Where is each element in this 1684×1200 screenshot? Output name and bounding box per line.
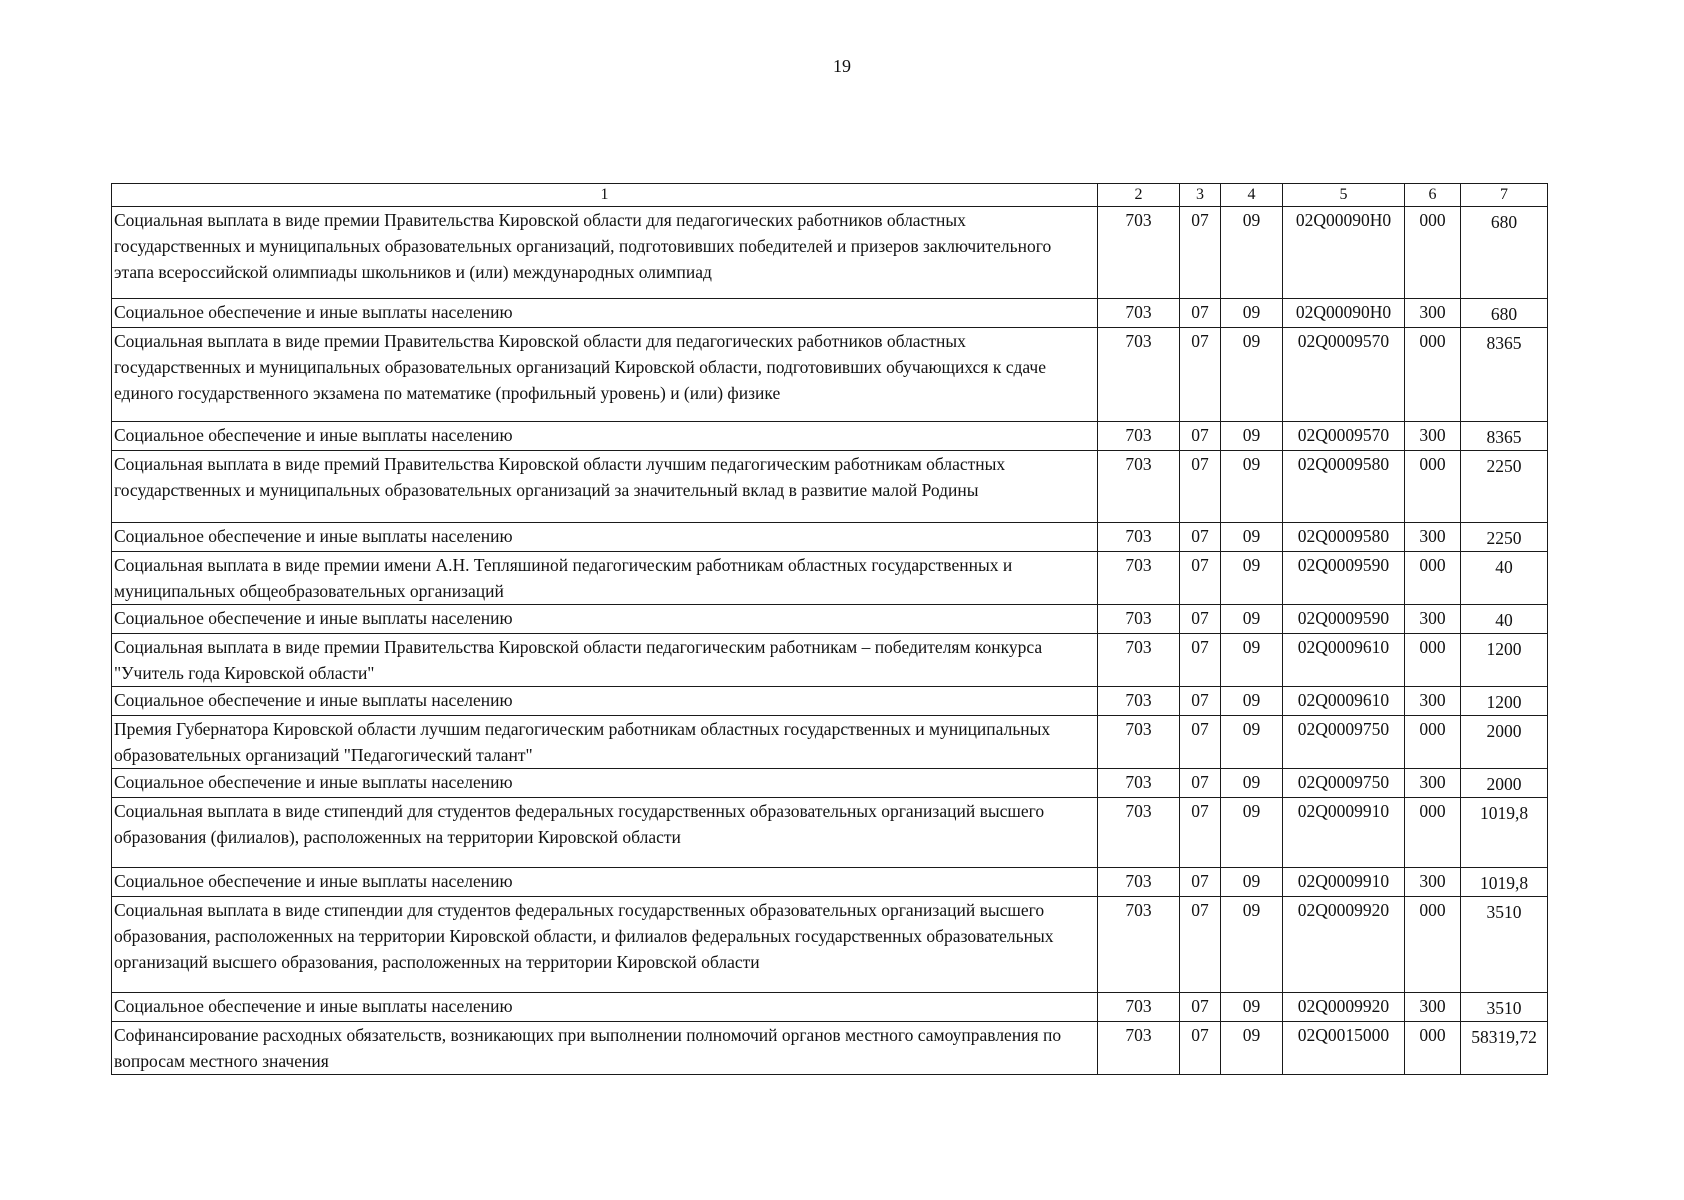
row-description: Софинансирование расходных обязательств, возникающих при выполнении полномочий органов местного самоуправления по вопросам местного значения bbox=[112, 1022, 1098, 1075]
section-code: 07 bbox=[1180, 605, 1221, 634]
target-article-code: 02Q0009750 bbox=[1283, 716, 1405, 769]
amount-value: 680 bbox=[1461, 207, 1548, 299]
expense-type-code: 000 bbox=[1405, 328, 1461, 422]
subsection-code: 09 bbox=[1221, 451, 1283, 523]
table-row bbox=[112, 328, 1548, 422]
row-description: Социальное обеспечение и иные выплаты населению bbox=[112, 422, 1098, 451]
amount-value: 2000 bbox=[1461, 716, 1548, 769]
amount-value: 8365 bbox=[1461, 422, 1548, 451]
row-description: Социальная выплата в виде премии имени А.Н. Тепляшиной педагогическим работникам областных государственных и муниципальных общеобразовательных организаций bbox=[112, 552, 1098, 605]
row-description: Социальная выплата в виде стипендии для студентов федеральных государственных образовательных организаций высшего образования, расположенных на территории Кировской области, и филиалов федеральных государственных образовательных организаций высшего образования, расположенных на территории Кировской области bbox=[112, 897, 1098, 993]
subsection-code: 09 bbox=[1221, 1022, 1283, 1075]
subsection-code: 09 bbox=[1221, 552, 1283, 605]
table-row bbox=[112, 299, 1548, 328]
row-description: Социальное обеспечение и иные выплаты населению bbox=[112, 523, 1098, 552]
expense-type-code: 000 bbox=[1405, 552, 1461, 605]
table-row bbox=[112, 868, 1548, 897]
table-row bbox=[112, 993, 1548, 1022]
section-code: 07 bbox=[1180, 687, 1221, 716]
amount-value: 8365 bbox=[1461, 328, 1548, 422]
target-article-code: 02Q0009570 bbox=[1283, 422, 1405, 451]
ministry-code: 703 bbox=[1098, 605, 1180, 634]
column-header: 1 bbox=[112, 184, 1098, 207]
amount-value: 2250 bbox=[1461, 451, 1548, 523]
subsection-code: 09 bbox=[1221, 868, 1283, 897]
table-row bbox=[112, 422, 1548, 451]
target-article-code: 02Q0009910 bbox=[1283, 868, 1405, 897]
section-code: 07 bbox=[1180, 451, 1221, 523]
ministry-code: 703 bbox=[1098, 798, 1180, 868]
section-code: 07 bbox=[1180, 868, 1221, 897]
amount-value: 3510 bbox=[1461, 897, 1548, 993]
column-header: 6 bbox=[1405, 184, 1461, 207]
table-row bbox=[112, 798, 1548, 868]
subsection-code: 09 bbox=[1221, 523, 1283, 552]
row-description: Социальное обеспечение и иные выплаты населению bbox=[112, 299, 1098, 328]
section-code: 07 bbox=[1180, 716, 1221, 769]
amount-value: 40 bbox=[1461, 605, 1548, 634]
ministry-code: 703 bbox=[1098, 993, 1180, 1022]
expense-type-code: 000 bbox=[1405, 798, 1461, 868]
ministry-code: 703 bbox=[1098, 207, 1180, 299]
amount-value: 1200 bbox=[1461, 687, 1548, 716]
subsection-code: 09 bbox=[1221, 798, 1283, 868]
section-code: 07 bbox=[1180, 897, 1221, 993]
subsection-code: 09 bbox=[1221, 769, 1283, 798]
row-description: Социальная выплата в виде премий Правительства Кировской области лучшим педагогическим работникам областных государственных и муниципальных образовательных организаций за значительный вклад в развитие малой Родины bbox=[112, 451, 1098, 523]
table-row bbox=[112, 687, 1548, 716]
row-description: Социальная выплата в виде премии Правительства Кировской области для педагогических работников областных государственных и муниципальных образовательных организаций, подготовивших победителей и призеров заключительного этапа всероссийской олимпиады школьников и (или) международных олимпиад bbox=[112, 207, 1098, 299]
target-article-code: 02Q0009590 bbox=[1283, 605, 1405, 634]
subsection-code: 09 bbox=[1221, 634, 1283, 687]
ministry-code: 703 bbox=[1098, 687, 1180, 716]
ministry-code: 703 bbox=[1098, 451, 1180, 523]
column-header: 3 bbox=[1180, 184, 1221, 207]
section-code: 07 bbox=[1180, 328, 1221, 422]
section-code: 07 bbox=[1180, 523, 1221, 552]
amount-value: 1200 bbox=[1461, 634, 1548, 687]
section-code: 07 bbox=[1180, 299, 1221, 328]
target-article-code: 02Q0009750 bbox=[1283, 769, 1405, 798]
subsection-code: 09 bbox=[1221, 605, 1283, 634]
table-body bbox=[112, 207, 1548, 1075]
section-code: 07 bbox=[1180, 1022, 1221, 1075]
amount-value: 1019,8 bbox=[1461, 798, 1548, 868]
section-code: 07 bbox=[1180, 769, 1221, 798]
amount-value: 58319,72 bbox=[1461, 1022, 1548, 1075]
ministry-code: 703 bbox=[1098, 716, 1180, 769]
expense-type-code: 300 bbox=[1405, 422, 1461, 451]
expense-type-code: 000 bbox=[1405, 716, 1461, 769]
expense-type-code: 000 bbox=[1405, 451, 1461, 523]
amount-value: 2000 bbox=[1461, 769, 1548, 798]
subsection-code: 09 bbox=[1221, 422, 1283, 451]
target-article-code: 02Q0009920 bbox=[1283, 993, 1405, 1022]
section-code: 07 bbox=[1180, 422, 1221, 451]
ministry-code: 703 bbox=[1098, 552, 1180, 605]
ministry-code: 703 bbox=[1098, 868, 1180, 897]
section-code: 07 bbox=[1180, 993, 1221, 1022]
amount-value: 2250 bbox=[1461, 523, 1548, 552]
ministry-code: 703 bbox=[1098, 897, 1180, 993]
target-article-code: 02Q0009910 bbox=[1283, 798, 1405, 868]
subsection-code: 09 bbox=[1221, 993, 1283, 1022]
table-row bbox=[112, 1022, 1548, 1075]
ministry-code: 703 bbox=[1098, 422, 1180, 451]
subsection-code: 09 bbox=[1221, 716, 1283, 769]
subsection-code: 09 bbox=[1221, 299, 1283, 328]
subsection-code: 09 bbox=[1221, 687, 1283, 716]
ministry-code: 703 bbox=[1098, 769, 1180, 798]
target-article-code: 02Q0009590 bbox=[1283, 552, 1405, 605]
column-header: 5 bbox=[1283, 184, 1405, 207]
subsection-code: 09 bbox=[1221, 328, 1283, 422]
target-article-code: 02Q0015000 bbox=[1283, 1022, 1405, 1075]
ministry-code: 703 bbox=[1098, 523, 1180, 552]
section-code: 07 bbox=[1180, 552, 1221, 605]
table-row bbox=[112, 552, 1548, 605]
expense-type-code: 300 bbox=[1405, 299, 1461, 328]
section-code: 07 bbox=[1180, 207, 1221, 299]
expense-type-code: 300 bbox=[1405, 687, 1461, 716]
expense-type-code: 000 bbox=[1405, 897, 1461, 993]
ministry-code: 703 bbox=[1098, 328, 1180, 422]
expense-type-code: 000 bbox=[1405, 634, 1461, 687]
row-description: Социальное обеспечение и иные выплаты населению bbox=[112, 687, 1098, 716]
column-header: 7 bbox=[1461, 184, 1548, 207]
ministry-code: 703 bbox=[1098, 634, 1180, 687]
expense-type-code: 000 bbox=[1405, 207, 1461, 299]
table-header-row bbox=[112, 184, 1548, 207]
table-row bbox=[112, 897, 1548, 993]
row-description: Социальная выплата в виде премии Правительства Кировской области для педагогических работников областных государственных и муниципальных образовательных организаций Кировской области, подготовивших обучающихся к сдаче единого государственного экзамена по математике (профильный уровень) и (или) физике bbox=[112, 328, 1098, 422]
page-number: 19 bbox=[833, 56, 851, 76]
section-code: 07 bbox=[1180, 634, 1221, 687]
expense-type-code: 000 bbox=[1405, 1022, 1461, 1075]
target-article-code: 02Q00090Н0 bbox=[1283, 207, 1405, 299]
table-row bbox=[112, 523, 1548, 552]
row-description: Социальная выплата в виде премии Правительства Кировской области педагогическим работникам – победителям конкурса "Учитель года Кировской области" bbox=[112, 634, 1098, 687]
subsection-code: 09 bbox=[1221, 897, 1283, 993]
row-description: Социальное обеспечение и иные выплаты населению bbox=[112, 993, 1098, 1022]
expense-type-code: 300 bbox=[1405, 523, 1461, 552]
amount-value: 1019,8 bbox=[1461, 868, 1548, 897]
column-header: 4 bbox=[1221, 184, 1283, 207]
ministry-code: 703 bbox=[1098, 299, 1180, 328]
amount-value: 3510 bbox=[1461, 993, 1548, 1022]
target-article-code: 02Q0009580 bbox=[1283, 523, 1405, 552]
row-description: Социальное обеспечение и иные выплаты населению bbox=[112, 769, 1098, 798]
table-row bbox=[112, 634, 1548, 687]
target-article-code: 02Q0009610 bbox=[1283, 687, 1405, 716]
section-code: 07 bbox=[1180, 798, 1221, 868]
table-row bbox=[112, 207, 1548, 299]
row-description: Социальное обеспечение и иные выплаты населению bbox=[112, 605, 1098, 634]
ministry-code: 703 bbox=[1098, 1022, 1180, 1075]
row-description: Премия Губернатора Кировской области лучшим педагогическим работникам областных государственных и муниципальных образовательных организаций "Педагогический талант" bbox=[112, 716, 1098, 769]
budget-table bbox=[111, 183, 1548, 1075]
table-row bbox=[112, 716, 1548, 769]
target-article-code: 02Q00090Н0 bbox=[1283, 299, 1405, 328]
amount-value: 680 bbox=[1461, 299, 1548, 328]
target-article-code: 02Q0009610 bbox=[1283, 634, 1405, 687]
subsection-code: 09 bbox=[1221, 207, 1283, 299]
expense-type-code: 300 bbox=[1405, 769, 1461, 798]
expense-type-code: 300 bbox=[1405, 868, 1461, 897]
table-row bbox=[112, 605, 1548, 634]
expense-type-code: 300 bbox=[1405, 993, 1461, 1022]
row-description: Социальная выплата в виде стипендий для студентов федеральных государственных образовательных организаций высшего образования (филиалов), расположенных на территории Кировской области bbox=[112, 798, 1098, 868]
table-row bbox=[112, 769, 1548, 798]
column-header: 2 bbox=[1098, 184, 1180, 207]
row-description: Социальное обеспечение и иные выплаты населению bbox=[112, 868, 1098, 897]
amount-value: 40 bbox=[1461, 552, 1548, 605]
table-row bbox=[112, 451, 1548, 523]
expense-type-code: 300 bbox=[1405, 605, 1461, 634]
target-article-code: 02Q0009580 bbox=[1283, 451, 1405, 523]
target-article-code: 02Q0009570 bbox=[1283, 328, 1405, 422]
target-article-code: 02Q0009920 bbox=[1283, 897, 1405, 993]
